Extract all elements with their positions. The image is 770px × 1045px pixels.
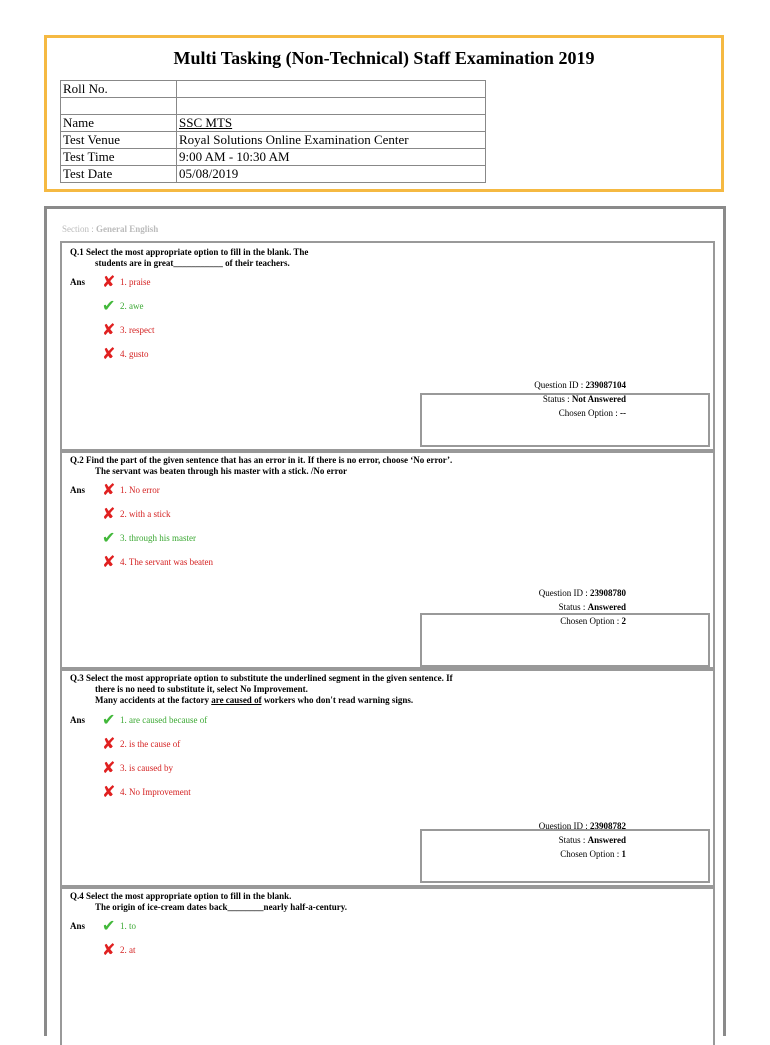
wrong-icon: ✘ — [102, 273, 116, 291]
exam-header — [44, 35, 724, 192]
info-value — [177, 81, 486, 98]
chosen-label: Chosen Option : — [560, 849, 620, 859]
option-label: 3. is caused by — [120, 763, 173, 773]
question-id: 23908780 — [590, 588, 626, 598]
info-value: SSC MTS — [177, 115, 486, 132]
status-label: Status : — [558, 602, 586, 612]
option — [102, 783, 191, 801]
question-line: students are in great___________ of their teachers. — [95, 258, 290, 268]
meta-box — [420, 393, 710, 447]
wrong-icon: ✘ — [102, 735, 116, 753]
wrong-icon: ✘ — [102, 481, 116, 499]
option-label: 4. gusto — [120, 349, 149, 359]
status-label: Status : — [558, 835, 586, 845]
correct-icon: ✔ — [102, 297, 116, 315]
question-text — [70, 891, 570, 913]
chosen-value: 1 — [621, 849, 626, 859]
correct-icon: ✔ — [102, 529, 116, 547]
info-value: 05/08/2019 — [177, 166, 486, 183]
option-label: 3. respect — [120, 325, 155, 335]
info-label: Test Time — [61, 149, 177, 166]
option — [102, 941, 136, 959]
option-label: 2. with a stick — [120, 509, 171, 519]
question-fragment: workers who don't read warning signs. — [261, 695, 414, 705]
ans-label: Ans — [70, 277, 86, 287]
ans-label: Ans — [70, 715, 86, 725]
question-text — [70, 247, 570, 269]
info-row-name — [61, 115, 486, 132]
chosen-label: Chosen Option : — [560, 616, 620, 626]
option-label: 2. at — [120, 945, 136, 955]
question-id: 23908782 — [590, 821, 626, 831]
question-3 — [60, 667, 715, 889]
question-line: The origin of ice-cream dates back________nearly half-a-century. — [95, 902, 348, 912]
option — [102, 297, 144, 315]
question-line: Q.1 Select the most appropriate option to fill in the blank. The — [70, 247, 309, 257]
option-label: 4. The servant was beaten — [120, 557, 214, 567]
wrong-icon: ✘ — [102, 553, 116, 571]
correct-icon: ✔ — [102, 711, 116, 729]
candidate-info-table — [60, 80, 486, 183]
option — [102, 759, 173, 777]
status-value: Answered — [587, 835, 626, 845]
option-label: 2. awe — [120, 301, 144, 311]
info-label: Roll No. — [61, 81, 177, 98]
question-4 — [60, 885, 715, 1045]
wrong-icon: ✘ — [102, 345, 116, 363]
wrong-icon: ✘ — [102, 321, 116, 339]
wrong-icon: ✘ — [102, 759, 116, 777]
qid-label: Question ID : — [534, 380, 584, 390]
option — [102, 321, 154, 339]
info-value — [177, 98, 486, 115]
info-value: 9:00 AM - 10:30 AM — [177, 149, 486, 166]
option — [102, 917, 136, 935]
option-label: 1. No error — [120, 485, 160, 495]
option — [102, 345, 149, 363]
qid-label: Question ID : — [538, 821, 588, 831]
info-label: Test Venue — [61, 132, 177, 149]
question-text — [70, 673, 630, 706]
qid-label: Question ID : — [538, 588, 588, 598]
question-line: Q.3 Select the most appropriate option to substitute the underlined segment in the given sentence. If — [70, 673, 453, 683]
option — [102, 553, 213, 571]
underlined-segment: are caused of — [211, 695, 262, 705]
exam-title: Multi Tasking (Non-Technical) Staff Examination 2019 — [173, 48, 595, 68]
question-text — [70, 455, 630, 477]
question-line — [70, 695, 630, 706]
info-label — [61, 98, 177, 115]
correct-icon: ✔ — [102, 917, 116, 935]
question-line: Q.2 Find the part of the given sentence that has an error in it. If there is no error, choose ‘No error’. — [70, 455, 453, 465]
info-row-blank — [61, 98, 486, 115]
option-label: 1. are caused because of — [120, 715, 208, 725]
option — [102, 529, 196, 547]
option — [102, 481, 160, 499]
section-name: General English — [96, 224, 159, 234]
option-label: 2. is the cause of — [120, 739, 181, 749]
section-prefix: Section : — [62, 224, 94, 234]
status-value: Not Answered — [571, 394, 626, 404]
chosen-value: -- — [620, 408, 626, 418]
info-row-time — [61, 149, 486, 166]
question-line: there is no need to substitute it, select No Improvement. — [95, 684, 308, 694]
option-label: 1. to — [120, 921, 137, 931]
ans-label: Ans — [70, 921, 86, 931]
wrong-icon: ✘ — [102, 783, 116, 801]
response-sheet — [44, 206, 726, 1036]
chosen-value: 2 — [621, 616, 626, 626]
question-2 — [60, 449, 715, 671]
status-label: Status : — [542, 394, 570, 404]
question-line: The servant was beaten through his master with a stick. /No error — [95, 466, 347, 476]
status-value: Answered — [587, 602, 626, 612]
ans-label: Ans — [70, 485, 86, 495]
info-label: Name — [61, 115, 177, 132]
option — [102, 273, 151, 291]
chosen-label: Chosen Option : — [558, 408, 618, 418]
question-fragment: Many accidents at the factory — [95, 695, 212, 705]
meta-box — [420, 613, 710, 667]
option-label: 1. praise — [120, 277, 151, 287]
section-label — [62, 224, 158, 234]
wrong-icon: ✘ — [102, 505, 116, 523]
info-row-venue — [61, 132, 486, 149]
question-1 — [60, 241, 715, 453]
meta-box — [420, 829, 710, 883]
wrong-icon: ✘ — [102, 941, 116, 959]
option — [102, 735, 180, 753]
info-row-date — [61, 166, 486, 183]
info-value: Royal Solutions Online Examination Center — [177, 132, 486, 149]
info-row-roll — [61, 81, 486, 98]
option — [102, 711, 207, 729]
question-id: 239087104 — [585, 380, 626, 390]
info-label: Test Date — [61, 166, 177, 183]
question-line: Q.4 Select the most appropriate option to fill in the blank. — [70, 891, 292, 901]
option-label: 4. No Improvement — [120, 787, 191, 797]
option — [102, 505, 171, 523]
option-label: 3. through his master — [120, 533, 196, 543]
